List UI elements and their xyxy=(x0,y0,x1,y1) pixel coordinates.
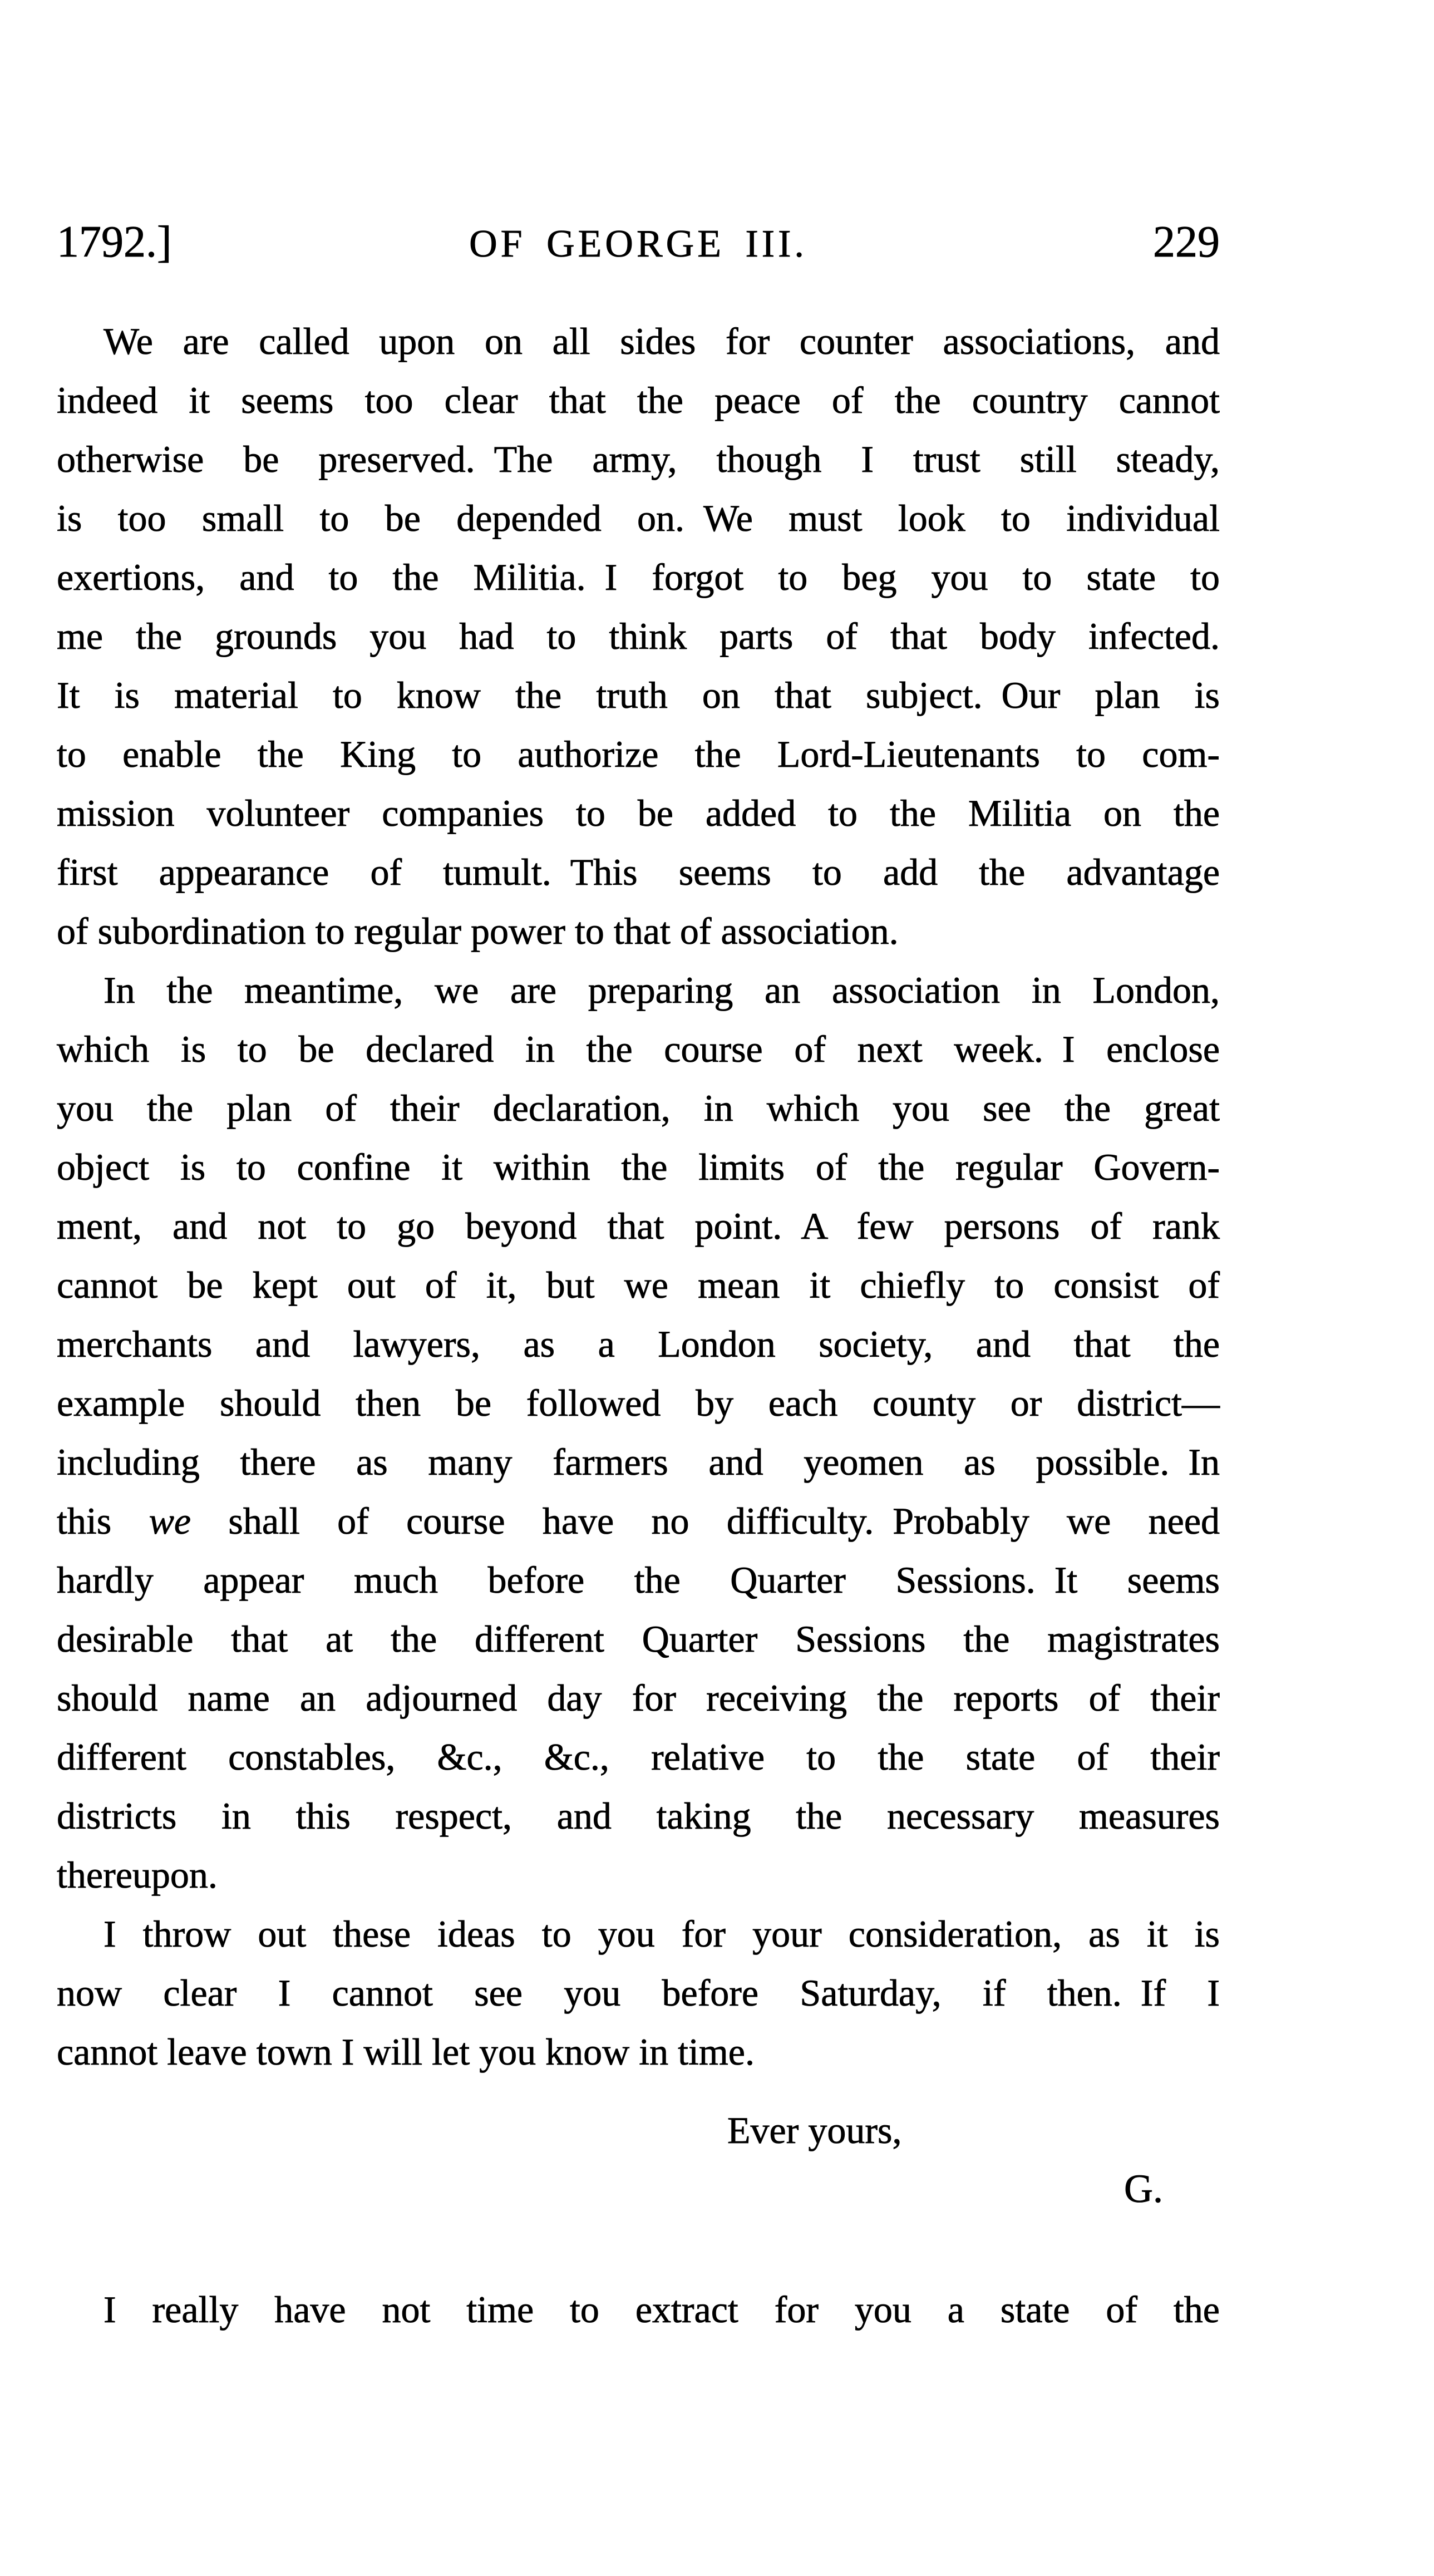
text-line: including there as many farmers and yeomen as possible. In xyxy=(57,1441,1220,1483)
text-line: which is to be declared in the course of next week. I enclose xyxy=(57,1028,1220,1070)
text-line: exertions, and to the Militia. I forgot to beg you to state to xyxy=(57,556,1220,598)
text-line: It is material to know the truth on that subject. Our plan is xyxy=(57,674,1220,716)
text-line: object is to confine it within the limits of the regular Govern- xyxy=(57,1146,1220,1188)
text-fragment: this xyxy=(57,1500,149,1542)
text-line: ment, and not to go beyond that point. A few persons of rank xyxy=(57,1205,1220,1247)
text-line: indeed it seems too clear that the peace of the country cannot xyxy=(57,379,1220,421)
text-line: should name an adjourned day for receiving the reports of their xyxy=(57,1677,1220,1719)
text-line: mission volunteer companies to be added to the Militia on the xyxy=(57,792,1220,834)
text-line: now clear I cannot see you before Saturday, if then. If I xyxy=(57,1972,1220,2014)
continuation-line: I really have not time to extract for you a state of the xyxy=(104,2288,1220,2331)
text-line: districts in this respect, and taking the necessary measures xyxy=(57,1795,1220,1837)
paragraph-3 xyxy=(57,1904,1220,2081)
text-line: otherwise be preserved. The army, though I trust still steady, xyxy=(57,438,1220,480)
text-line: cannot be kept out of it, but we mean it chiefly to consist of xyxy=(57,1264,1220,1306)
text-line: hardly appear much before the Quarter Sessions. It seems xyxy=(57,1559,1220,1601)
text-line: different constables, &c., &c., relative to the state of their xyxy=(57,1736,1220,1778)
text-line xyxy=(57,1491,1220,1550)
text-line: I throw out these ideas to you for your consideration, as it is xyxy=(104,1913,1220,1955)
letter-body xyxy=(57,312,1220,2081)
text-line: We are called upon on all sides for counter associations, and xyxy=(104,320,1220,362)
text-fragment: shall of course have no difficulty. Probably we need xyxy=(191,1500,1220,1542)
italic-word: we xyxy=(149,1500,191,1542)
page-header xyxy=(57,218,1220,267)
header-running-title: OF GEORGE III. xyxy=(469,223,807,265)
text-line: first appearance of tumult. This seems to add the advantage xyxy=(57,851,1220,893)
text-line: merchants and lawyers, as a London society, and that the xyxy=(57,1323,1220,1365)
paragraph-2 xyxy=(57,961,1220,1904)
text-line: desirable that at the different Quarter Sessions the magistrates xyxy=(57,1618,1220,1660)
letter-signature: G. xyxy=(1124,2166,1163,2211)
header-year: 1792.] xyxy=(57,218,172,267)
letter-valediction: Ever yours, xyxy=(727,2109,902,2151)
text-line: In the meantime, we are preparing an association in London, xyxy=(104,969,1220,1011)
text-line: of subordination to regular power to that of association. xyxy=(57,910,899,952)
text-line: to enable the King to authorize the Lord-Lieutenants to com- xyxy=(57,733,1220,775)
text-line: is too small to be depended on. We must look to individual xyxy=(57,497,1220,539)
text-line: cannot leave town I will let you know in time. xyxy=(57,2031,755,2073)
text-line: thereupon. xyxy=(57,1854,218,1896)
text-line: example should then be followed by each county or district— xyxy=(57,1382,1220,1424)
text-line: you the plan of their declaration, in which you see the great xyxy=(57,1087,1220,1129)
paragraph-1 xyxy=(57,312,1220,961)
header-page-number: 229 xyxy=(1153,218,1220,267)
text-line: me the grounds you had to think parts of that body infected. xyxy=(57,615,1220,657)
